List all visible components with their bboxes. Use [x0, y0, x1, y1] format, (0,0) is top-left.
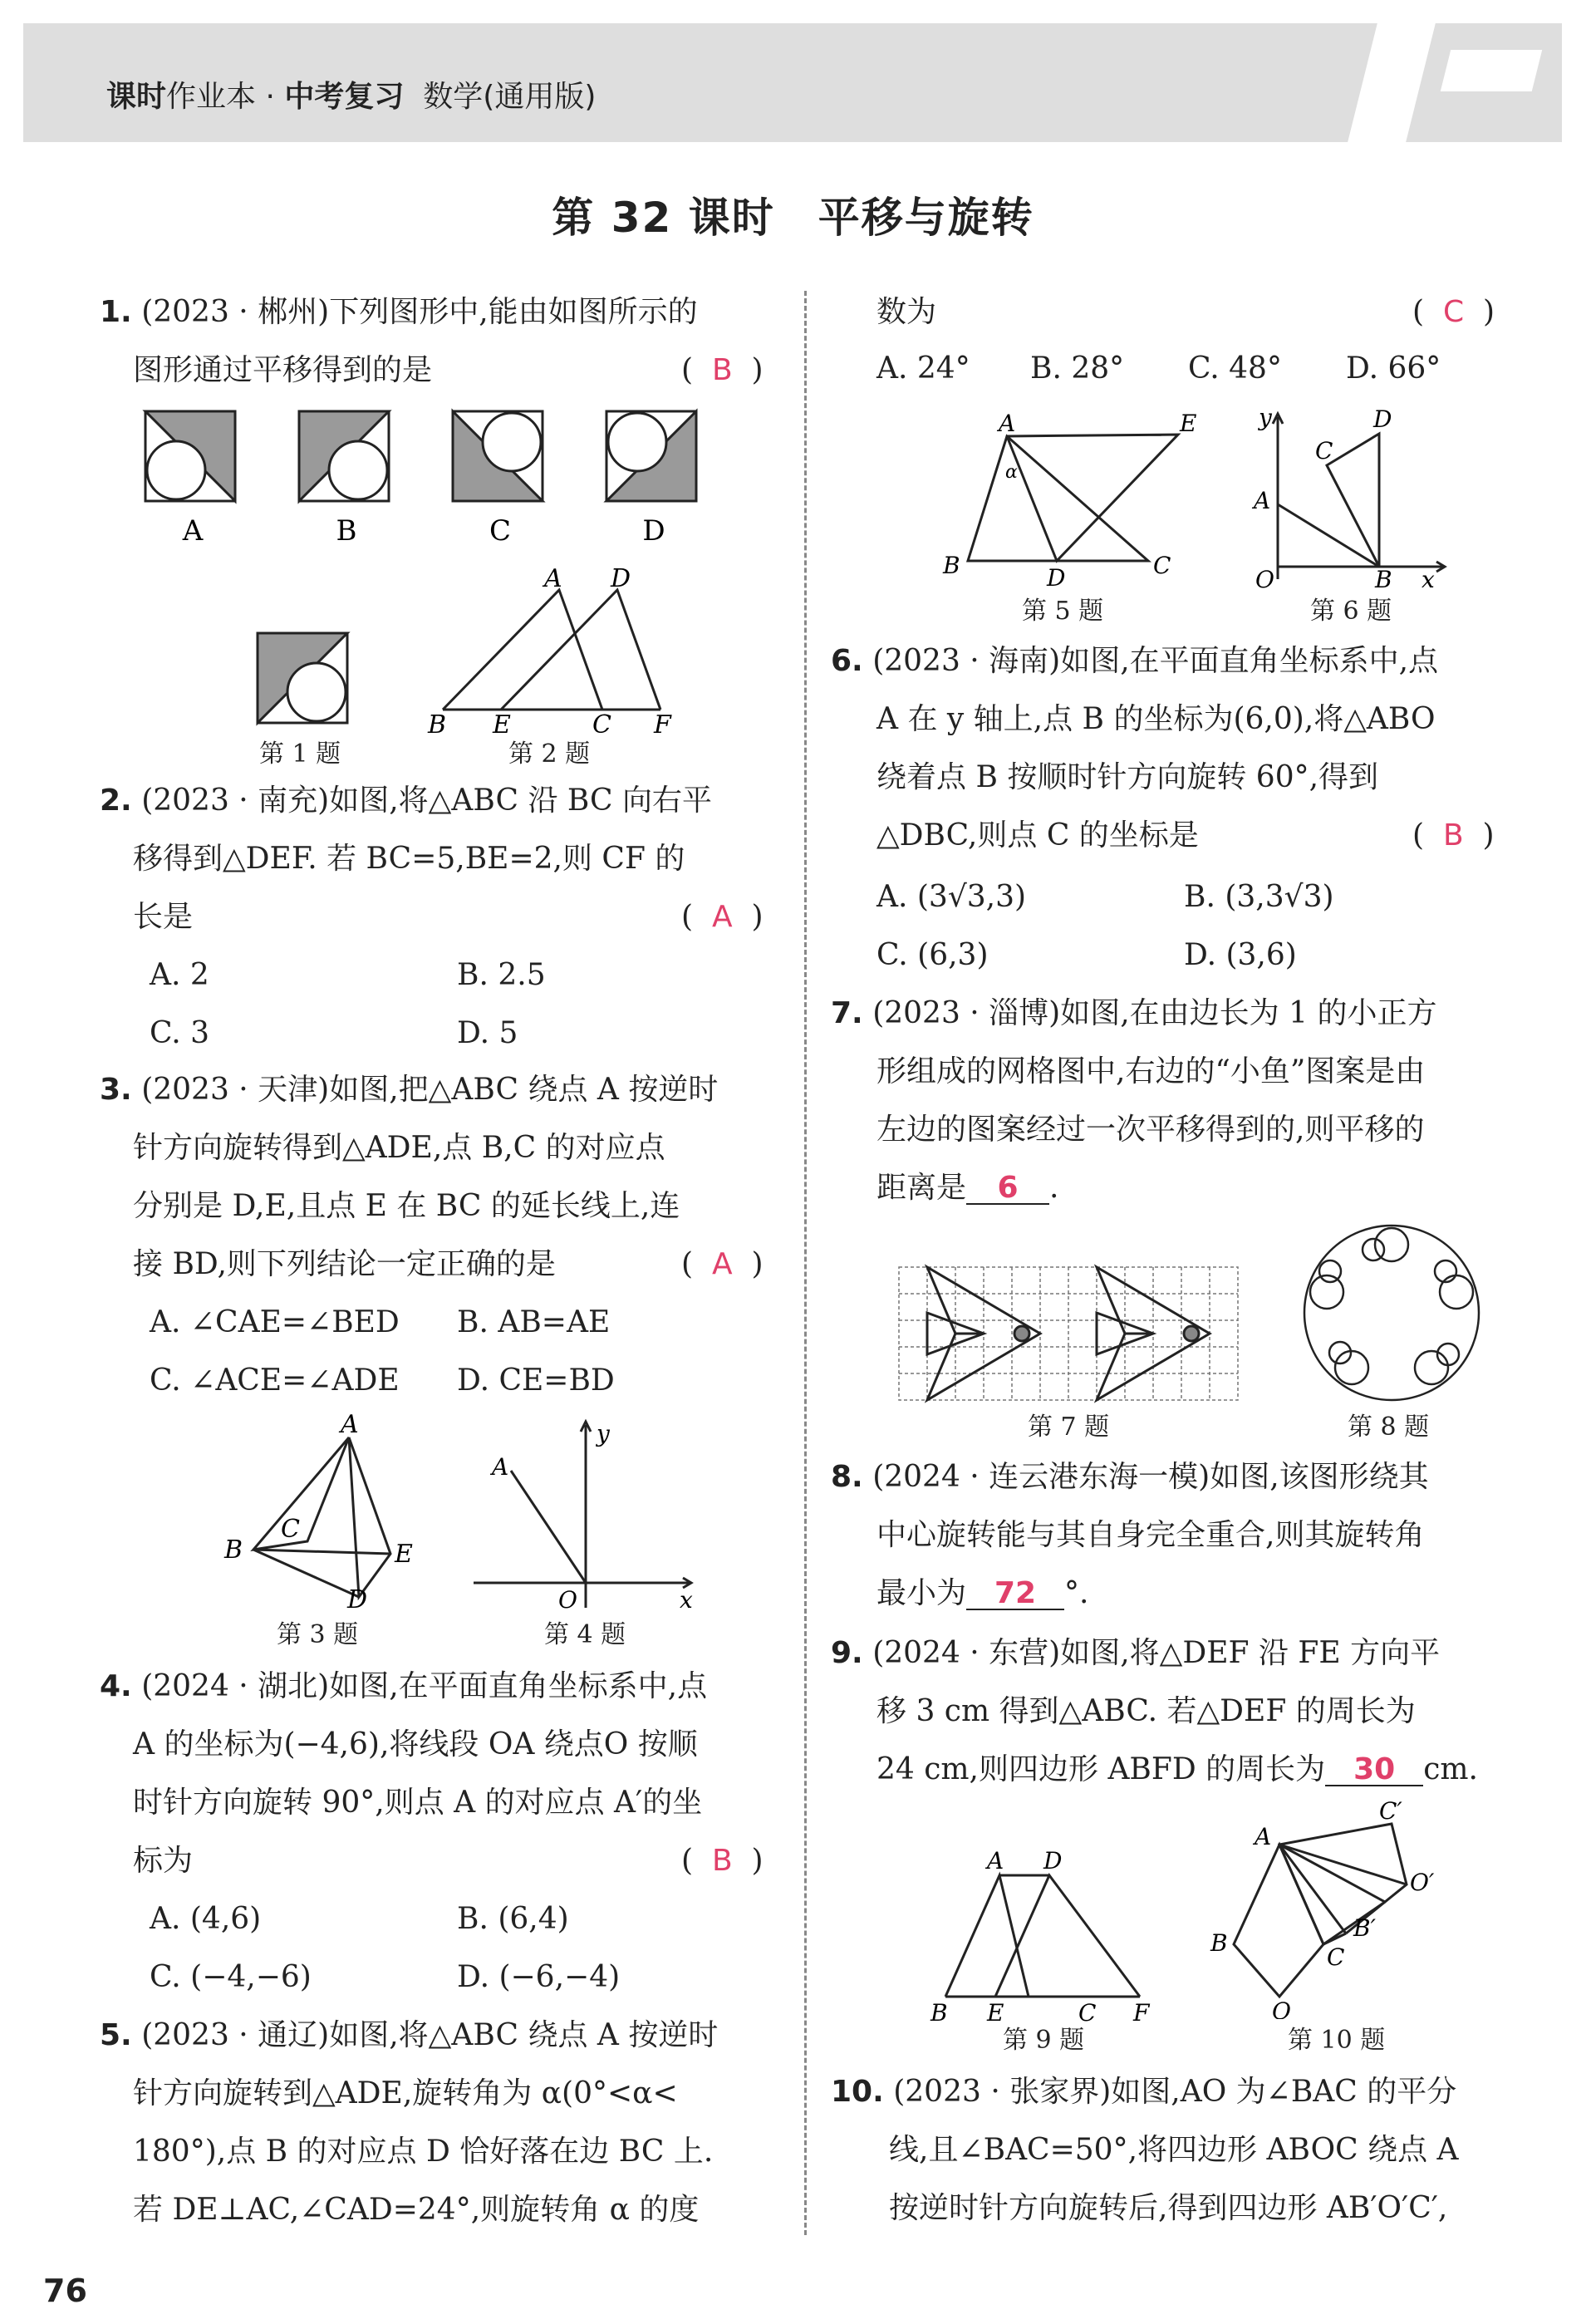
fig4-label: O: [558, 1586, 577, 1612]
header-decoration: [1441, 50, 1542, 91]
q7-line3: 左边的图案经过一次平移得到的,则平移的: [876, 1113, 1425, 1147]
q5-option-d: D. 66°: [1346, 351, 1441, 386]
fig9-figure: [922, 1849, 1155, 2023]
fig2-label: B: [428, 710, 447, 733]
fig3-figure: [216, 1413, 424, 1612]
fig5-label: C: [1153, 552, 1171, 579]
q5-line2: 针方向旋转到△ADE,旋转角为 α(0°<α<: [133, 2076, 678, 2110]
q7-line4: 距离是 6 .: [876, 1171, 1059, 1205]
q2-option-a: A. 2: [150, 958, 209, 992]
q3-answer: ( A ): [681, 1247, 764, 1281]
fig9-label: A: [987, 1849, 1004, 1874]
fig10-label: A: [1255, 1823, 1272, 1850]
q2-line2: 移得到△DEF. 若 BC=5,BE=2,则 CF 的: [133, 842, 685, 876]
fig4-label: y: [597, 1420, 610, 1447]
fig9-label: B: [930, 1999, 948, 2023]
q6-line4: △DBC,则点 C 的坐标是: [876, 818, 1199, 852]
fig8-caption: 第 8 题: [1348, 1413, 1430, 1442]
q8-line2: 中心旋转能与其自身完全重合,则其旋转角: [876, 1518, 1425, 1552]
page-number: 76: [43, 2272, 87, 2309]
fig2-label: A: [544, 567, 562, 593]
fig3-label: D: [347, 1585, 368, 1612]
q4-line1: 4. (2024 · 湖北)如图,在平面直角坐标系中,点: [100, 1669, 708, 1703]
fig10-label: O: [1272, 1997, 1291, 2019]
q4-line2: A 的坐标为(−4,6),将线段 OA 绕点O 按顺: [133, 1727, 698, 1761]
q3-option-c: C. ∠ACE=∠ADE: [150, 1363, 400, 1398]
q3-line3: 分别是 D,E,且点 E 在 BC 的延长线上,连: [133, 1189, 680, 1223]
q1-option-label: D: [642, 514, 665, 548]
q1-figure: [141, 407, 706, 557]
q6-line2: A 在 y 轴上,点 B 的坐标为(6,0),将△ABO: [876, 702, 1436, 736]
fig6-label: x: [1422, 566, 1435, 590]
fig5-label: A: [999, 411, 1016, 437]
fig2-figure: [420, 567, 685, 733]
q9-line2: 移 3 cm 得到△ABC. 若△DEF 的周长为: [876, 1694, 1416, 1728]
q4-option-a: A. (4,6): [150, 1902, 262, 1936]
q5-line4: 若 DE⊥AC,∠CAD=24°,则旋转角 α 的度: [133, 2193, 700, 2227]
fig10-label: O′: [1410, 1869, 1435, 1896]
q1-option-label: C: [489, 514, 512, 548]
q5-option-b: B. 28°: [1030, 351, 1125, 386]
q6-option-b: B. (3,3√3): [1184, 880, 1334, 914]
q4-answer: ( B ): [681, 1844, 764, 1878]
q7-line2: 形组成的网格图中,右边的“小鱼”图案是由: [876, 1054, 1426, 1088]
q1-option-label: A: [182, 514, 204, 548]
fig10-caption: 第 10 题: [1288, 2026, 1386, 2055]
fig10-label: B: [1210, 1929, 1228, 1957]
fig4-caption: 第 4 题: [544, 1620, 626, 1649]
fig10-label: C: [1327, 1943, 1345, 1971]
fig6-label: y: [1259, 404, 1272, 431]
fig6-label: C: [1315, 437, 1333, 464]
q5-line3: 180°),点 B 的对应点 D 恰好落在边 BC 上.: [133, 2135, 714, 2169]
fig9-label: C: [1078, 1999, 1097, 2023]
fig3-label: C: [281, 1515, 300, 1544]
q9-answer-blank: 30: [1325, 1755, 1423, 1786]
fig9-label: F: [1133, 1999, 1150, 2023]
fig5-label: B: [943, 552, 960, 579]
q5-line1: 5. (2023 · 通辽)如图,将△ABC 绕点 A 按逆时: [100, 2018, 719, 2052]
fig5-label: D: [1047, 564, 1066, 590]
fig2-label: C: [592, 710, 611, 733]
column-divider: [804, 291, 807, 2235]
q1-option-a-figure: [145, 411, 235, 501]
q6-line1: 6. (2023 · 海南)如图,在平面直角坐标系中,点: [831, 644, 1439, 678]
fig6-figure: [1250, 400, 1458, 590]
q2-option-c: C. 3: [150, 1016, 210, 1050]
fig1-caption: 第 1 题: [259, 739, 341, 769]
q1-option-d-figure: [606, 411, 696, 501]
q7-line1: 7. (2023 · 淄博)如图,在由边长为 1 的小正方: [831, 996, 1437, 1030]
fig7-figure: [897, 1263, 1246, 1404]
q10-line2: 线,且∠BAC=50°,将四边形 ABOC 绕点 A: [889, 2133, 1459, 2167]
fig9-label: D: [1043, 1849, 1063, 1874]
q3-line1: 3. (2023 · 天津)如图,把△ABC 绕点 A 按逆时: [100, 1073, 719, 1107]
q2-line3: 长是: [133, 900, 194, 934]
q1-answer: ( B ): [681, 353, 764, 387]
q9-line1: 9. (2024 · 东营)如图,将△DEF 沿 FE 方向平: [831, 1636, 1441, 1670]
q1-option-label: B: [336, 514, 357, 548]
q4-line4: 标为: [133, 1844, 194, 1878]
fig10-figure: [1201, 1799, 1475, 2019]
q6-option-d: D. (3,6): [1184, 938, 1297, 972]
q6-line3: 绕着点 B 按顺时针方向旋转 60°,得到: [876, 760, 1379, 794]
q6-option-a: A. (3√3,3): [876, 880, 1027, 914]
fig6-caption: 第 6 题: [1310, 597, 1392, 626]
q9-line3: 24 cm,则四边形 ABFD 的周长为 30 cm.: [876, 1752, 1478, 1786]
q3-option-a: A. ∠CAE=∠BED: [150, 1305, 400, 1339]
fig9-label: E: [987, 1999, 1004, 2023]
q2-answer: ( A ): [681, 900, 764, 934]
fig8-figure: [1300, 1221, 1483, 1404]
fig9-caption: 第 9 题: [1003, 2026, 1085, 2055]
q10-line1: 10. (2023 · 张家界)如图,AO 为∠BAC 的平分: [831, 2075, 1457, 2109]
fig3-caption: 第 3 题: [277, 1620, 359, 1649]
q3-option-b: B. AB=AE: [457, 1305, 611, 1339]
q5-option-a: A. 24°: [876, 351, 970, 386]
q5-answer: ( C ): [1412, 295, 1495, 329]
q6-option-c: C. (6,3): [876, 938, 989, 972]
fig5-label: E: [1180, 411, 1197, 437]
fig6-label: D: [1373, 405, 1392, 433]
q10-line3: 按逆时针方向旋转后,得到四边形 AB′O′C′,: [889, 2191, 1448, 2225]
fig6-label: B: [1375, 566, 1392, 590]
fig4-figure: [474, 1417, 698, 1612]
q3-line4: 接 BD,则下列结论一定正确的是: [133, 1247, 556, 1281]
q1-reference-figure: [253, 629, 357, 733]
lesson-title: 第 32 课时 平移与旋转: [552, 194, 1034, 242]
q2-option-b: B. 2.5: [457, 958, 546, 992]
q8-answer-blank: 72: [966, 1579, 1064, 1610]
q1-line1: 1. (2023 · 郴州)下列图形中,能由如图所示的: [100, 295, 698, 329]
q4-line3: 时针方向旋转 90°,则点 A 的对应点 A′的坐: [133, 1786, 703, 1820]
fig2-caption: 第 2 题: [508, 739, 591, 769]
q7-answer-blank: 6: [966, 1173, 1049, 1205]
q3-option-d: D. CE=BD: [457, 1363, 615, 1398]
fig3-label: E: [395, 1540, 413, 1569]
fig5-figure: [930, 411, 1213, 590]
header-title: 课时作业本 · 中考复习 数学(通用版): [106, 80, 597, 114]
fig4-label: A: [492, 1453, 509, 1481]
q5-option-c: C. 48°: [1188, 351, 1282, 386]
q2-option-d: D. 5: [457, 1016, 518, 1050]
q6-answer: ( B ): [1412, 818, 1495, 852]
fig3-label: B: [224, 1535, 243, 1565]
fig2-label: F: [654, 710, 671, 733]
q4-option-c: C. (−4,−6): [150, 1960, 312, 1994]
fig3-label: A: [341, 1413, 359, 1439]
fig2-label: E: [493, 710, 511, 733]
q4-option-d: D. (−6,−4): [457, 1960, 621, 1994]
q5-line5: 数为: [876, 295, 937, 329]
q4-option-b: B. (6,4): [457, 1902, 569, 1936]
fig6-label: O: [1255, 566, 1274, 590]
q3-line2: 针方向旋转得到△ADE,点 B,C 的对应点: [133, 1131, 665, 1165]
q1-line2: 图形通过平移得到的是: [133, 353, 433, 387]
fig7-caption: 第 7 题: [1028, 1413, 1110, 1442]
q8-line1: 8. (2024 · 连云港东海一模)如图,该图形绕其: [831, 1460, 1429, 1494]
fig5-caption: 第 5 题: [1022, 597, 1104, 626]
q1-option-c-figure: [453, 411, 543, 501]
fig4-label: x: [680, 1586, 693, 1612]
q2-line1: 2. (2023 · 南充)如图,将△ABC 沿 BC 向右平: [100, 784, 713, 818]
fig10-label: B′: [1353, 1914, 1376, 1942]
q1-option-b-figure: [299, 411, 389, 501]
fig6-label: A: [1254, 487, 1271, 514]
fig10-label: C′: [1379, 1799, 1402, 1825]
fig5-label: α: [1005, 462, 1018, 483]
q8-line3: 最小为 72 °.: [876, 1576, 1089, 1610]
fig2-label: D: [611, 567, 631, 593]
